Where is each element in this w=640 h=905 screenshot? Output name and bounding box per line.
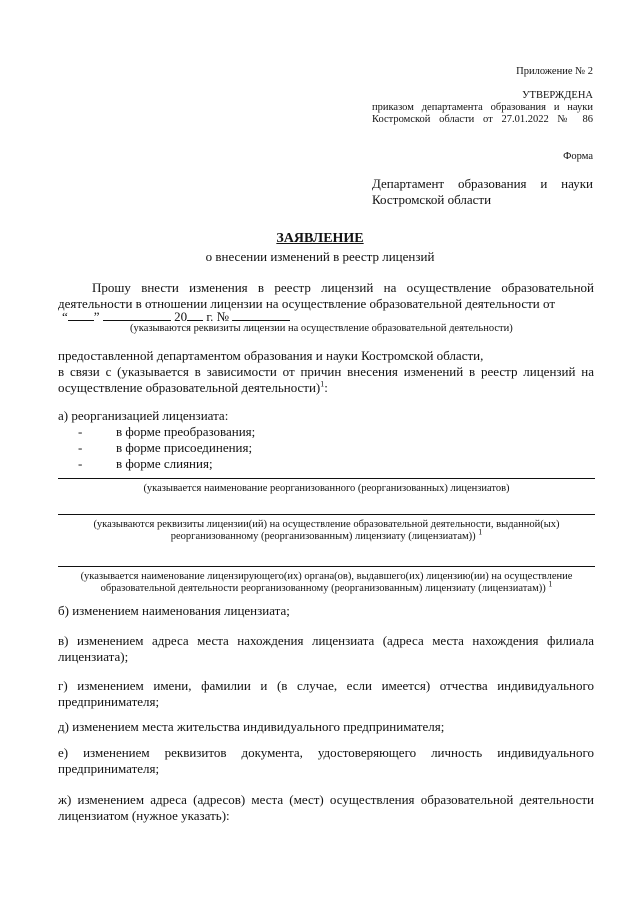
addressee-line-2: Костромской области bbox=[372, 192, 492, 207]
item-v-line-1: в) изменением адреса места нахождения лицензиата (адреса места нахождения филиала bbox=[58, 633, 594, 648]
item-g-line-2: предпринимателя; bbox=[58, 694, 160, 709]
reorg-license-hint-1: (указываются реквизиты лицензии(ий) на осуществление образовательной деятельности, выданной(ых) bbox=[93, 519, 560, 530]
reorg-name-line bbox=[58, 478, 595, 479]
footnote-mark: 1 bbox=[478, 527, 483, 537]
reorg-authority-line bbox=[58, 566, 595, 567]
year-blank bbox=[187, 309, 203, 321]
reorg-item bbox=[78, 456, 213, 472]
provided-line-3-colon: : bbox=[324, 380, 328, 395]
day-blank bbox=[68, 309, 94, 321]
addressee-line-1: Департамент образования и науки bbox=[372, 176, 593, 191]
item-e-line-1: е) изменением реквизитов документа, удостоверяющего личность индивидуального bbox=[58, 745, 594, 760]
provided-line-3-text: осуществление образовательной деятельности) bbox=[58, 380, 321, 395]
document-title: ЗАЯВЛЕНИЕ bbox=[276, 231, 364, 246]
document-subtitle: о внесении изменений в реестр лицензий bbox=[205, 249, 435, 264]
provided-line-2: в связи с (указывается в зависимости от причин внесения изменений в реестр лицензий на bbox=[58, 364, 594, 379]
reorg-authority-hint-1: (указывается наименование лицензирующего(их) органа(ов), выдавшего(их) лицензию(ии) на осуществление bbox=[80, 571, 573, 582]
item-v-line-2: лицензиата); bbox=[58, 649, 129, 664]
reorg-license-hint-2-text: реорганизованному (реорганизованным) лицензиату (лицензиатам)) bbox=[170, 531, 476, 542]
reorg-name-hint: (указывается наименование реорганизованного (реорганизованных) лицензиатов) bbox=[143, 483, 510, 494]
form-label: Форма bbox=[563, 151, 593, 162]
appendix-label: Приложение № 2 bbox=[516, 66, 593, 77]
item-b: б) изменением наименования лицензиата; bbox=[58, 603, 290, 618]
reorg-authority-hint-2-text: образовательной деятельности реорганизованному (реорганизованным) лицензиату (лицензиатам)) bbox=[100, 583, 546, 594]
item-zh-line-2: лицензиатом (нужное указать): bbox=[58, 808, 230, 823]
provided-line-1: предоставленной департаментом образования и науки Костромской области, bbox=[58, 348, 484, 363]
reorg-authority-hint-2 bbox=[58, 579, 595, 595]
number-prefix: г. № bbox=[206, 309, 230, 324]
approved-label: УТВЕРЖДЕНА bbox=[522, 90, 593, 101]
reorg-item bbox=[78, 424, 255, 440]
license-number-blank bbox=[232, 309, 290, 321]
month-blank bbox=[103, 309, 171, 321]
reorg-license-line bbox=[58, 514, 595, 515]
order-line-2: Костромской области от 27.01.2022 № 86 bbox=[372, 114, 593, 125]
reorg-item bbox=[78, 440, 252, 456]
reorg-item-label: в форме преобразования; bbox=[116, 424, 256, 439]
license-hint: (указываются реквизиты лицензии на осуществление образовательной деятельности) bbox=[130, 323, 513, 334]
item-d: д) изменением места жительства индивидуального предпринимателя; bbox=[58, 719, 445, 734]
item-e-line-2: предпринимателя; bbox=[58, 761, 160, 776]
date-close-quote: ” bbox=[93, 309, 100, 324]
item-zh-line-1: ж) изменением адреса (адресов) места (мест) осуществления образовательной деятельности bbox=[58, 792, 594, 807]
intro-line-1: Прошу внести изменения в реестр лицензий на осуществление образовательной bbox=[92, 280, 594, 295]
intro-line-2: деятельности в отношении лицензии на осуществление образовательной деятельности от bbox=[58, 296, 556, 311]
reorg-heading: а) реорганизацией лицензиата: bbox=[58, 408, 229, 423]
provided-line-3 bbox=[58, 380, 328, 396]
footnote-mark: 1 bbox=[320, 379, 325, 389]
bullet-dash: - bbox=[78, 424, 83, 439]
year-prefix: 20 bbox=[174, 309, 188, 324]
reorg-license-hint-2 bbox=[58, 527, 595, 543]
bullet-dash: - bbox=[78, 456, 83, 471]
reorg-item-label: в форме присоединения; bbox=[116, 440, 253, 455]
reorg-item-label: в форме слияния; bbox=[116, 456, 213, 471]
order-line-1: приказом департамента образования и науки bbox=[372, 102, 593, 113]
bullet-dash: - bbox=[78, 440, 83, 455]
date-open-quote: “ bbox=[62, 309, 68, 324]
footnote-mark: 1 bbox=[548, 579, 553, 589]
item-g-line-1: г) изменением имени, фамилии и (в случае, если имеется) отчества индивидуального bbox=[58, 678, 594, 693]
